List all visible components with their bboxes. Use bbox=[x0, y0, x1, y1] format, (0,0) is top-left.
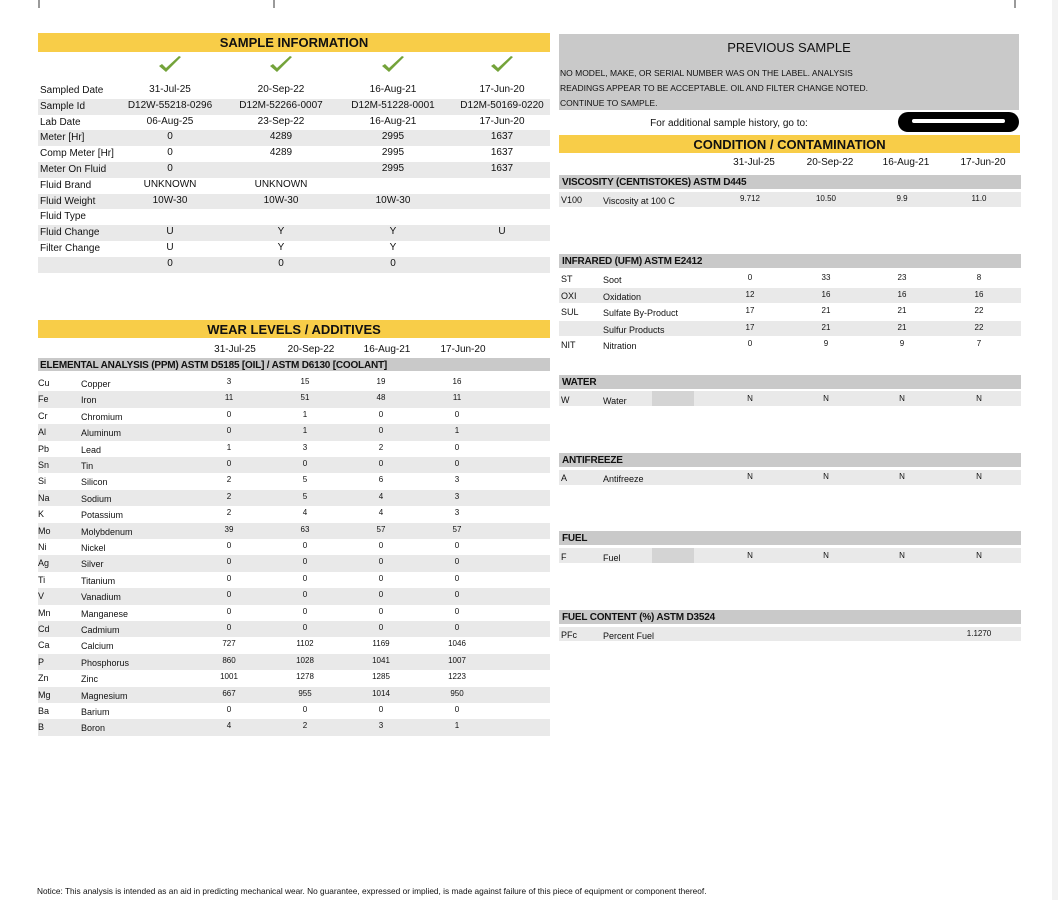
condition-subheader-title: ANTIFREEZE bbox=[562, 455, 623, 466]
sample-history-text: For additional sample history, go to: bbox=[650, 118, 808, 129]
element-value: 2 bbox=[226, 508, 232, 518]
element-value: 57 bbox=[452, 524, 462, 534]
condition-value: 0 bbox=[747, 273, 753, 282]
elemental-analysis-title: ELEMENTAL ANALYSIS (PPM) ASTM D5185 [OIL] / ASTM D6130 [COOLANT] bbox=[40, 360, 388, 371]
sample-cell: U bbox=[498, 226, 506, 238]
sample-cell: Y bbox=[389, 226, 397, 238]
row-stripe bbox=[38, 719, 550, 735]
wear-column-date: 31-Jul-25 bbox=[214, 344, 256, 355]
element-value: 1278 bbox=[296, 672, 314, 682]
element-code: Mn bbox=[38, 607, 51, 618]
element-value: 727 bbox=[222, 639, 236, 649]
condition-value: 21 bbox=[821, 322, 831, 332]
element-value: 16 bbox=[452, 377, 462, 386]
condition-value: N bbox=[747, 394, 753, 403]
element-value: 0 bbox=[454, 590, 460, 600]
redacted-shape bbox=[898, 112, 1019, 132]
element-name: Manganese bbox=[81, 608, 129, 619]
element-code: Cu bbox=[38, 378, 50, 388]
element-value: 3 bbox=[454, 475, 460, 485]
element-code: Ba bbox=[38, 706, 50, 716]
condition-column-date: 16-Aug-21 bbox=[882, 157, 930, 168]
sample-cell: Y bbox=[277, 242, 285, 253]
element-value: 1102 bbox=[296, 639, 314, 649]
element-name: Barium bbox=[81, 707, 110, 717]
element-code: Na bbox=[38, 492, 50, 503]
condition-name: Viscosity at 100 C bbox=[603, 196, 675, 206]
sample-cell: 0 bbox=[167, 147, 173, 159]
sample-cell: 1637 bbox=[490, 163, 514, 174]
condition-name: Water bbox=[603, 396, 627, 406]
condition-value: 9.9 bbox=[896, 194, 908, 203]
condition-value: 8 bbox=[976, 273, 982, 282]
sample-cell: 1637 bbox=[490, 131, 514, 143]
row-stripe bbox=[38, 225, 550, 241]
checkmark-icon bbox=[268, 55, 294, 75]
condition-subheader-title: FUEL CONTENT (%) ASTM D3524 bbox=[562, 612, 715, 623]
element-value: 1 bbox=[302, 409, 308, 419]
element-code: Ca bbox=[38, 640, 50, 651]
condition-subheader-bar bbox=[559, 375, 1021, 389]
sample-cell: UNKNOWN bbox=[143, 178, 197, 190]
element-value: 860 bbox=[222, 655, 236, 665]
page-edge-shadow bbox=[1052, 0, 1058, 900]
element-value: 667 bbox=[222, 688, 236, 698]
checkmark-icon bbox=[489, 55, 515, 75]
sample-cell: 31-Jul-25 bbox=[149, 84, 191, 95]
element-value: 0 bbox=[378, 606, 384, 616]
condition-subheader-title: VISCOSITY (CENTISTOKES) ASTM D445 bbox=[562, 177, 747, 188]
element-name: Magnesium bbox=[81, 690, 128, 701]
condition-code: V100 bbox=[561, 195, 583, 205]
condition-code: SUL bbox=[561, 307, 579, 317]
condition-value: N bbox=[899, 472, 905, 481]
element-name: Vanadium bbox=[81, 592, 121, 603]
sample-cell: D12M-52266-0007 bbox=[239, 99, 323, 111]
element-value: 39 bbox=[224, 524, 234, 534]
condition-code: PFc bbox=[561, 630, 578, 640]
element-value: 11 bbox=[224, 393, 234, 403]
sample-row-label: Fluid Change bbox=[40, 227, 100, 239]
condition-subheader-title: WATER bbox=[562, 377, 597, 388]
element-value: 0 bbox=[454, 442, 460, 452]
element-value: 3 bbox=[302, 442, 308, 452]
condition-code: W bbox=[561, 395, 570, 405]
element-value: 19 bbox=[376, 377, 386, 386]
sample-information-title: SAMPLE INFORMATION bbox=[38, 33, 550, 52]
sample-row-label: Sampled Date bbox=[40, 85, 104, 96]
sample-cell: 0 bbox=[167, 131, 173, 143]
sample-cell: 20-Sep-22 bbox=[257, 84, 305, 95]
sample-cell: 1637 bbox=[490, 147, 514, 159]
element-code: Cr bbox=[38, 410, 48, 421]
element-value: 0 bbox=[226, 623, 232, 632]
condition-value: 16 bbox=[974, 289, 984, 299]
condition-value: 7 bbox=[976, 339, 982, 348]
wear-column-date: 17-Jun-20 bbox=[440, 344, 486, 355]
condition-code: F bbox=[561, 552, 567, 562]
element-value: 4 bbox=[302, 508, 308, 518]
element-value: 5 bbox=[302, 491, 308, 501]
element-value: 2 bbox=[226, 491, 232, 501]
checkmark-icon bbox=[157, 55, 183, 75]
condition-name: Sulfate By-Product bbox=[603, 308, 679, 318]
fuel-grey-cell bbox=[652, 548, 694, 563]
element-code: Pb bbox=[38, 443, 50, 454]
condition-value: 12 bbox=[745, 289, 755, 299]
sample-row-label: Lab Date bbox=[40, 116, 81, 128]
element-value: 1001 bbox=[220, 672, 238, 682]
element-code: V bbox=[38, 591, 45, 602]
condition-value: 9 bbox=[899, 339, 905, 348]
element-value: 48 bbox=[376, 393, 386, 403]
wear-column-date: 20-Sep-22 bbox=[287, 344, 335, 355]
element-value: 2 bbox=[226, 475, 232, 485]
element-value: 3 bbox=[454, 508, 460, 518]
element-value: 1 bbox=[226, 442, 232, 452]
element-code: Si bbox=[38, 476, 47, 487]
element-code: P bbox=[38, 656, 45, 667]
page-edge-mark bbox=[1014, 0, 1016, 8]
page-edge-mark bbox=[38, 0, 40, 8]
element-value: 5 bbox=[302, 475, 308, 485]
sample-cell: 10W-30 bbox=[263, 194, 299, 206]
sample-row-label: Comp Meter [Hr] bbox=[40, 148, 114, 160]
element-value: 0 bbox=[226, 573, 232, 583]
element-value: 3 bbox=[226, 377, 232, 386]
sample-cell: U bbox=[166, 226, 174, 238]
element-name: Aluminum bbox=[81, 428, 122, 439]
condition-subheader-title: FUEL bbox=[562, 533, 588, 544]
condition-value: 0 bbox=[747, 339, 753, 348]
condition-value: 16 bbox=[897, 289, 907, 299]
condition-column-date: 17-Jun-20 bbox=[960, 157, 1006, 168]
sample-cell: 06-Aug-25 bbox=[146, 115, 194, 127]
previous-sample-title: PREVIOUS SAMPLE bbox=[727, 40, 851, 55]
condition-value: 16 bbox=[821, 289, 831, 299]
element-value: 11 bbox=[452, 393, 462, 403]
element-code: Ag bbox=[38, 558, 50, 569]
condition-value: 23 bbox=[897, 273, 907, 282]
element-value: 0 bbox=[378, 573, 384, 583]
condition-value: 9 bbox=[823, 339, 829, 348]
element-name: Lead bbox=[81, 444, 102, 455]
condition-value: N bbox=[976, 394, 982, 403]
element-value: 0 bbox=[378, 705, 384, 714]
element-value: 0 bbox=[302, 459, 308, 468]
row-stripe bbox=[38, 130, 550, 146]
sample-cell: 17-Jun-20 bbox=[479, 115, 525, 127]
element-value: 0 bbox=[302, 541, 308, 550]
row-stripe bbox=[38, 257, 550, 273]
condition-value: 22 bbox=[974, 322, 984, 332]
condition-value: 11.0 bbox=[971, 194, 987, 203]
row-stripe bbox=[38, 391, 550, 407]
element-name: Iron bbox=[81, 395, 97, 406]
sample-cell: 2995 bbox=[381, 147, 405, 159]
sample-row-label: Fluid Type bbox=[40, 211, 86, 223]
checkmark-icon bbox=[380, 55, 406, 75]
element-code: Zn bbox=[38, 673, 49, 684]
element-value: 63 bbox=[300, 524, 310, 534]
condition-name: Percent Fuel bbox=[603, 631, 655, 641]
sample-cell: D12W-55218-0296 bbox=[127, 99, 213, 111]
condition-value: 1.1270 bbox=[966, 629, 992, 638]
water-grey-cell bbox=[652, 391, 694, 406]
water-stripe bbox=[559, 391, 1021, 406]
element-value: 0 bbox=[302, 623, 308, 632]
element-code: K bbox=[38, 509, 45, 520]
element-value: 3 bbox=[454, 491, 460, 501]
element-value: 1 bbox=[302, 426, 308, 436]
element-value: 0 bbox=[302, 573, 308, 583]
element-value: 1 bbox=[454, 721, 460, 731]
condition-value: 17 bbox=[745, 322, 755, 332]
element-value: 0 bbox=[378, 557, 384, 567]
element-code: Sn bbox=[38, 460, 50, 470]
condition-subheader-bar bbox=[559, 531, 1021, 545]
condition-code: A bbox=[561, 473, 568, 483]
row-stripe bbox=[38, 490, 550, 506]
fuel-stripe bbox=[559, 548, 1021, 563]
sample-cell: 16-Aug-21 bbox=[369, 115, 417, 127]
element-value: 4 bbox=[378, 491, 384, 501]
element-value: 0 bbox=[302, 705, 308, 714]
element-value: 1046 bbox=[448, 639, 466, 649]
sample-cell: 0 bbox=[167, 163, 173, 174]
element-value: 57 bbox=[376, 524, 386, 534]
element-code: Mo bbox=[38, 525, 51, 536]
condition-name: Nitration bbox=[603, 341, 637, 351]
element-value: 0 bbox=[226, 590, 232, 600]
element-value: 955 bbox=[298, 688, 312, 698]
element-name: Copper bbox=[81, 379, 111, 389]
element-value: 1223 bbox=[448, 672, 466, 682]
element-code: Mg bbox=[38, 689, 51, 700]
sample-row-label: Fluid Brand bbox=[40, 179, 92, 191]
element-value: 15 bbox=[300, 377, 310, 386]
element-value: 0 bbox=[226, 409, 232, 419]
condition-value: N bbox=[823, 394, 829, 403]
element-code: Ti bbox=[38, 574, 46, 585]
element-value: 0 bbox=[454, 623, 460, 632]
notice-text: Notice: This analysis is intended as an aid in predicting mechanical wear. No guarantee, expressed or implied, is made against failure of this piece of equipment or component thereof. bbox=[37, 886, 707, 896]
condition-code: NIT bbox=[561, 340, 576, 350]
element-code: Ni bbox=[38, 542, 47, 552]
sample-cell: 2995 bbox=[381, 131, 405, 143]
element-value: 4 bbox=[378, 508, 384, 518]
condition-code: ST bbox=[561, 274, 573, 284]
element-value: 0 bbox=[378, 459, 384, 468]
element-name: Silver bbox=[81, 559, 104, 570]
sample-cell: 0 bbox=[390, 257, 396, 269]
element-value: 51 bbox=[300, 393, 310, 403]
element-value: 4 bbox=[226, 721, 232, 731]
element-value: 0 bbox=[454, 541, 460, 550]
condition-column-date: 20-Sep-22 bbox=[806, 157, 854, 168]
element-value: 0 bbox=[454, 459, 460, 468]
condition-value: N bbox=[899, 394, 905, 403]
element-value: 1 bbox=[454, 426, 460, 436]
element-value: 0 bbox=[302, 557, 308, 567]
element-value: 0 bbox=[302, 590, 308, 600]
element-value: 0 bbox=[226, 557, 232, 567]
element-value: 950 bbox=[450, 688, 464, 698]
element-value: 6 bbox=[378, 475, 384, 485]
element-value: 1007 bbox=[448, 655, 466, 665]
sample-cell: 4289 bbox=[269, 147, 293, 159]
element-value: 0 bbox=[226, 705, 232, 714]
sample-row-label: Sample Id bbox=[40, 100, 86, 112]
sample-cell: 2995 bbox=[381, 163, 405, 174]
sample-cell: U bbox=[166, 242, 174, 253]
element-value: 1041 bbox=[372, 655, 390, 665]
element-code: Al bbox=[38, 427, 47, 438]
sample-cell: D12M-50169-0220 bbox=[460, 99, 544, 111]
sample-cell: 17-Jun-20 bbox=[479, 84, 525, 95]
element-value: 2 bbox=[302, 721, 308, 731]
element-name: Cadmium bbox=[81, 625, 120, 635]
element-code: Cd bbox=[38, 624, 50, 634]
condition-value: 17 bbox=[745, 306, 755, 315]
condition-title: CONDITION / CONTAMINATION bbox=[559, 135, 1020, 153]
wear-column-date: 16-Aug-21 bbox=[363, 344, 411, 355]
sample-cell: 4289 bbox=[269, 131, 293, 143]
sample-row-label: Meter On Fluid bbox=[40, 164, 107, 175]
condition-value: 9.712 bbox=[739, 194, 761, 203]
element-value: 0 bbox=[454, 409, 460, 419]
condition-value: N bbox=[976, 472, 982, 481]
condition-subheader-title: INFRARED (UFM) ASTM E2412 bbox=[562, 256, 703, 267]
element-value: 2 bbox=[378, 442, 384, 452]
condition-value: N bbox=[747, 551, 753, 560]
wear-levels-title: WEAR LEVELS / ADDITIVES bbox=[38, 320, 550, 338]
sample-cell: D12M-51228-0001 bbox=[351, 99, 435, 111]
element-name: Boron bbox=[81, 723, 106, 734]
element-value: 3 bbox=[378, 721, 384, 731]
condition-subheader-bar bbox=[559, 453, 1021, 467]
condition-code: OXI bbox=[561, 290, 577, 301]
element-name: Potassium bbox=[81, 510, 124, 521]
page-edge-mark bbox=[273, 0, 275, 8]
element-name: Titanium bbox=[81, 575, 116, 586]
previous-sample-comment-line: CONTINUE TO SAMPLE. bbox=[560, 98, 658, 108]
condition-value: N bbox=[976, 551, 982, 560]
element-value: 1014 bbox=[372, 688, 390, 698]
sample-row-label: Filter Change bbox=[40, 243, 101, 254]
element-value: 0 bbox=[226, 606, 232, 616]
element-value: 0 bbox=[454, 573, 460, 583]
element-name: Calcium bbox=[81, 641, 114, 652]
element-value: 0 bbox=[454, 606, 460, 616]
sample-cell: UNKNOWN bbox=[254, 178, 308, 190]
condition-value: N bbox=[823, 472, 829, 481]
element-value: 0 bbox=[378, 590, 384, 600]
sample-cell: Y bbox=[277, 226, 285, 238]
sample-row-label: Fluid Weight bbox=[40, 195, 96, 207]
element-name: Molybdenum bbox=[81, 526, 133, 537]
element-value: 0 bbox=[378, 541, 384, 550]
element-value: 0 bbox=[226, 426, 232, 436]
element-name: Nickel bbox=[81, 543, 106, 553]
sample-cell: Y bbox=[389, 242, 397, 253]
condition-column-date: 31-Jul-25 bbox=[733, 157, 775, 168]
previous-sample-comment-line: NO MODEL, MAKE, OR SERIAL NUMBER WAS ON THE LABEL. ANALYSIS bbox=[560, 68, 853, 78]
sample-cell: 16-Aug-21 bbox=[369, 84, 417, 95]
condition-name: Oxidation bbox=[603, 291, 642, 302]
element-name: Zinc bbox=[81, 674, 99, 685]
condition-value: 21 bbox=[897, 322, 907, 332]
element-value: 0 bbox=[302, 606, 308, 616]
condition-value: 10.50 bbox=[815, 194, 837, 203]
condition-value: 21 bbox=[897, 306, 907, 315]
element-value: 1028 bbox=[296, 655, 314, 665]
sample-cell: 10W-30 bbox=[152, 194, 188, 206]
element-value: 0 bbox=[226, 459, 232, 468]
sample-cell: 0 bbox=[278, 257, 284, 269]
row-stripe bbox=[38, 555, 550, 571]
condition-value: N bbox=[823, 551, 829, 560]
element-name: Chromium bbox=[81, 411, 123, 422]
row-stripe bbox=[38, 162, 550, 178]
element-value: 0 bbox=[454, 705, 460, 714]
element-value: 1169 bbox=[372, 639, 390, 649]
sample-cell: 0 bbox=[167, 257, 173, 269]
element-name: Phosphorus bbox=[81, 657, 130, 668]
row-stripe bbox=[38, 457, 550, 473]
sample-cell: 23-Sep-22 bbox=[257, 115, 305, 127]
previous-sample-comment-line: READINGS APPEAR TO BE ACCEPTABLE. OIL AND FILTER CHANGE NOTED. bbox=[560, 83, 868, 93]
condition-value: N bbox=[747, 472, 753, 481]
condition-name: Fuel bbox=[603, 553, 621, 563]
condition-value: 22 bbox=[974, 306, 984, 315]
element-value: 0 bbox=[454, 557, 460, 567]
element-name: Silicon bbox=[81, 477, 108, 488]
sample-cell: 10W-30 bbox=[375, 194, 411, 206]
element-code: Fe bbox=[38, 394, 49, 405]
condition-value: 33 bbox=[821, 273, 831, 282]
element-value: 0 bbox=[378, 623, 384, 632]
condition-name: Soot bbox=[603, 275, 622, 285]
condition-value: N bbox=[899, 551, 905, 560]
condition-value: 21 bbox=[821, 306, 831, 315]
condition-name: Sulfur Products bbox=[603, 324, 665, 335]
element-name: Sodium bbox=[81, 493, 112, 504]
element-name: Tin bbox=[81, 461, 94, 471]
element-value: 0 bbox=[378, 426, 384, 436]
condition-name: Antifreeze bbox=[603, 474, 644, 484]
element-value: 0 bbox=[378, 409, 384, 419]
sample-row-label: Meter [Hr] bbox=[40, 132, 85, 144]
element-code: B bbox=[38, 722, 45, 733]
element-value: 1285 bbox=[372, 672, 390, 682]
element-value: 0 bbox=[226, 541, 232, 550]
